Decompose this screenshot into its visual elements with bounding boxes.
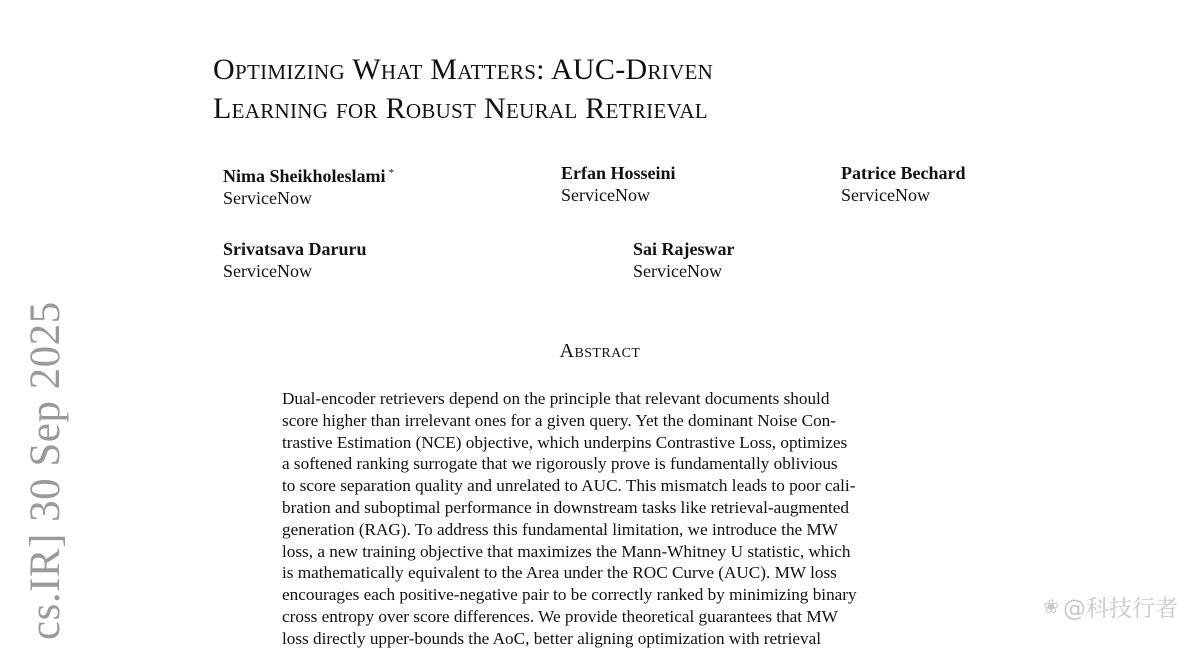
- abstract-heading: Abstract: [559, 340, 641, 362]
- author-block: [841, 162, 965, 206]
- author-name: Nima Sheikholeslami: [223, 166, 386, 186]
- source-watermark: [1043, 590, 1178, 623]
- author-name: Sai Rajeswar: [633, 239, 735, 259]
- paper-title-line-1: Optimizing What Matters: AUC-Driven: [213, 53, 714, 86]
- author-name: Erfan Hosseini: [561, 163, 676, 183]
- abstract-line: is mathematically equivalent to the Area under the ROC Curve (AUC). MW loss: [282, 563, 837, 583]
- watermark-text: @科技行者: [1063, 596, 1178, 622]
- arxiv-identifier-stamp: cs.IR] 30 Sep 2025: [22, 301, 69, 640]
- paw-icon: ❀: [1043, 595, 1059, 618]
- paper-title: [213, 50, 713, 128]
- author-affiliation: ServiceNow: [223, 188, 312, 208]
- abstract-line: loss directly upper-bounds the AoC, better aligning optimization with retrieval: [282, 628, 822, 648]
- abstract-line: trastive Estimation (NCE) objective, which underpins Contrastive Loss, optimizes: [282, 432, 848, 452]
- author-footnote-mark: *: [388, 167, 395, 179]
- author-block: [561, 162, 676, 206]
- author-block: [633, 238, 735, 282]
- abstract-line: Dual-encoder retrievers depend on the principle that relevant documents should: [282, 389, 830, 408]
- author-affiliation: ServiceNow: [561, 185, 650, 205]
- abstract-line: bration and suboptimal performance in downstream tasks like retrieval-augmented: [282, 497, 850, 517]
- author-name: Patrice Bechard: [841, 163, 966, 183]
- abstract-line: generation (RAG). To address this fundamental limitation, we introduce the MW: [282, 519, 838, 539]
- abstract-line: cross entropy over score differences. We provide theoretical guarantees that MW: [282, 606, 838, 626]
- paper-title-line-2: Learning for Robust Neural Retrieval: [213, 92, 708, 125]
- author-affiliation: ServiceNow: [223, 261, 312, 281]
- abstract-body: [282, 388, 922, 650]
- abstract-line: to score separation quality and unrelated to AUC. This mismatch leads to poor cali-: [282, 476, 856, 496]
- author-name: Srivatsava Daruru: [223, 239, 367, 259]
- abstract-line: encourages each positive-negative pair to be correctly ranked by minimizing binary: [282, 585, 857, 605]
- author-affiliation: ServiceNow: [841, 185, 930, 205]
- abstract-line: loss, a new training objective that maximizes the Mann-Whitney U statistic, which: [282, 541, 851, 561]
- author-affiliation: ServiceNow: [633, 261, 722, 281]
- author-block: [223, 162, 394, 209]
- abstract-line: a softened ranking surrogate that we rigorously prove is fundamentally oblivious: [282, 454, 838, 474]
- author-block: [223, 238, 367, 282]
- author-name-line: [223, 162, 394, 187]
- abstract-line: score higher than irrelevant ones for a given query. Yet the dominant Noise Con-: [282, 410, 836, 430]
